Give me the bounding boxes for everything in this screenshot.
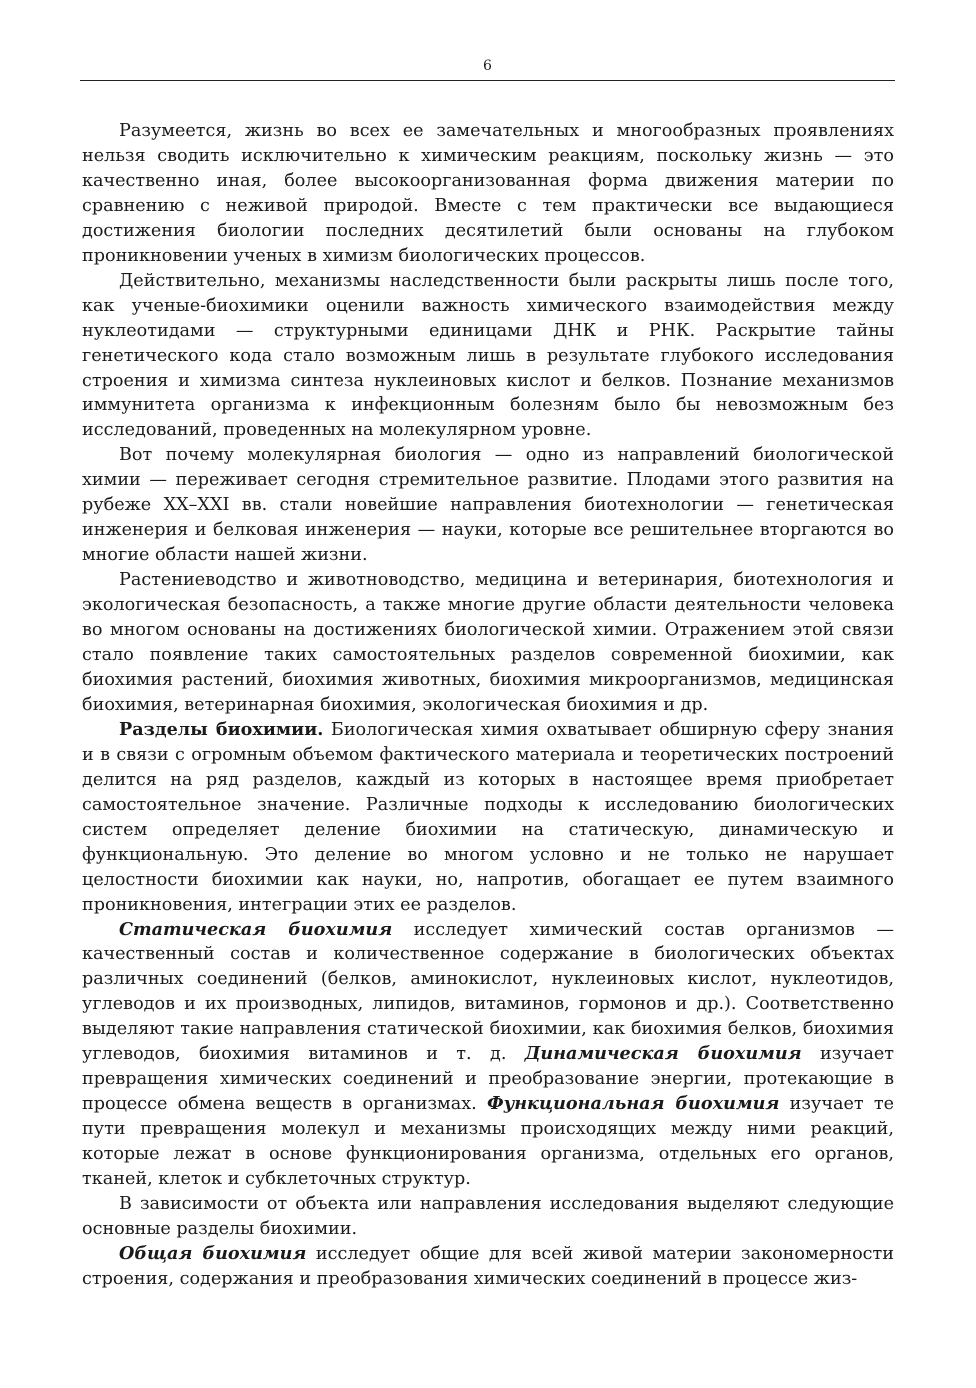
page-number: 6 bbox=[483, 58, 492, 74]
paragraph-text: изучает те пути превращения молекул и механизмы происходящих между ними реакций, которые лежат в основе функционирования организма, отдельных его органов, тканей, клеток и субклеточных структур. bbox=[82, 1094, 894, 1190]
paragraph-text: Вот почему молекулярная биология — одно из направлений биологической химии — переживает сегодня стремительное развитие. Плодами этого развития на рубеже XX–XXI вв. стали новейшие направления биотехнологии — генетическая инженерия и белковая инженерия — науки, которые все решительнее вторгаются во многие области нашей жизни. bbox=[82, 445, 894, 566]
paragraph-text: Разумеется, жизнь во всех ее замечательных и многообразных проявлениях нельзя сводить исключительно к химическим реакциям, поскольку жизнь — это качественно иная, более высокоорганизованная форма движения материи по сравнению с неживой природой. Вместе с тем практически все выдающиеся достижения биологии последних десятилетий были основаны на глубоком проникновении ученых в химизм биологических процессов. bbox=[82, 121, 894, 266]
paragraph-3 bbox=[82, 443, 894, 568]
paragraph-text: исследует общие для всей живой материи закономерности строения, содержания и преобразования химических соединений в процессе жиз- bbox=[82, 1243, 894, 1289]
paragraph-1 bbox=[82, 119, 894, 269]
body-text bbox=[82, 119, 894, 1292]
paragraph-text: исследует химический состав организмов — качественный состав и количественное содержание в биологических объектах различных соединений (белков, аминокислот, нуклеиновых кислот, нуклеотидов, углеводов и их производных, липидов, витаминов, гормонов и др.). Соответственно выделяют такие направления статической биохимии, как биохимия белков, биохимия углеводов, биохимия витаминов и т. д. bbox=[82, 919, 894, 1065]
term-general-biochemistry: Общая биохимия bbox=[119, 1242, 307, 1264]
paragraph-7 bbox=[82, 1192, 894, 1242]
paragraph-8 bbox=[82, 1242, 894, 1292]
term-functional-biochemistry: Функциональная биохимия bbox=[487, 1093, 780, 1115]
term-dynamic-biochemistry: Динамическая биохимия bbox=[524, 1043, 802, 1065]
paragraph-5 bbox=[82, 718, 894, 918]
paragraph-4 bbox=[82, 568, 894, 718]
paragraph-2 bbox=[82, 269, 894, 444]
paragraph-text: Растениеводство и животноводство, медицина и ветеринария, биотехнология и экологическая безопасность, а также многие другие области деятельности человека во многом основаны на достижениях биологической химии. Отражением этой связи стало появление таких самостоятельных разделов современной биохимии, как биохимия растений, биохимия животных, биохимия микроорганизмов, медицинская биохимия, ветеринарная биохимия, экологическая биохимия и др. bbox=[82, 570, 894, 715]
page-header bbox=[80, 56, 895, 81]
paragraph-text: изучает превращения химических соединений и преобразование энергии, протекающие в процессе обмена веществ в организмах. bbox=[82, 1044, 894, 1115]
section-heading-inline: Разделы биохимии. bbox=[119, 718, 324, 740]
paragraph-text: Биологическая химия охватывает обширную сферу знания и в связи с огромным объемом фактического материала и теоретических построений делится на ряд разделов, каждый из которых в настоящее время приобретает самостоятельное значение. Различные подходы к исследованию биологических систем определяет деление биохимии на статическую, динамическую и функциональную. Это деление во многом условно и не только не нарушает целостности биохимии как науки, но, напротив, обогащает ее путем взаимного проникновения, интеграции этих ее разделов. bbox=[82, 719, 895, 915]
paragraph-6 bbox=[82, 918, 894, 1192]
paragraph-text: В зависимости от объекта или направления исследования выделяют следующие основные разделы биохимии. bbox=[82, 1193, 894, 1239]
paragraph-text: Действительно, механизмы наследственности были раскрыты лишь после того, как ученые-биохимики оценили важность химического взаимодействия между нуклеотидами — структурными единицами ДНК и РНК. Раскрытие тайны генетического кода стало возможным лишь в результате глубокого исследования строения и химизма синтеза нуклеиновых кислот и белков. Познание механизмов иммунитета организма к инфекционным болезням было бы невозможным без исследований, проведенных на молекулярном уровне. bbox=[82, 270, 894, 441]
term-static-biochemistry: Статическая биохимия bbox=[119, 918, 393, 940]
